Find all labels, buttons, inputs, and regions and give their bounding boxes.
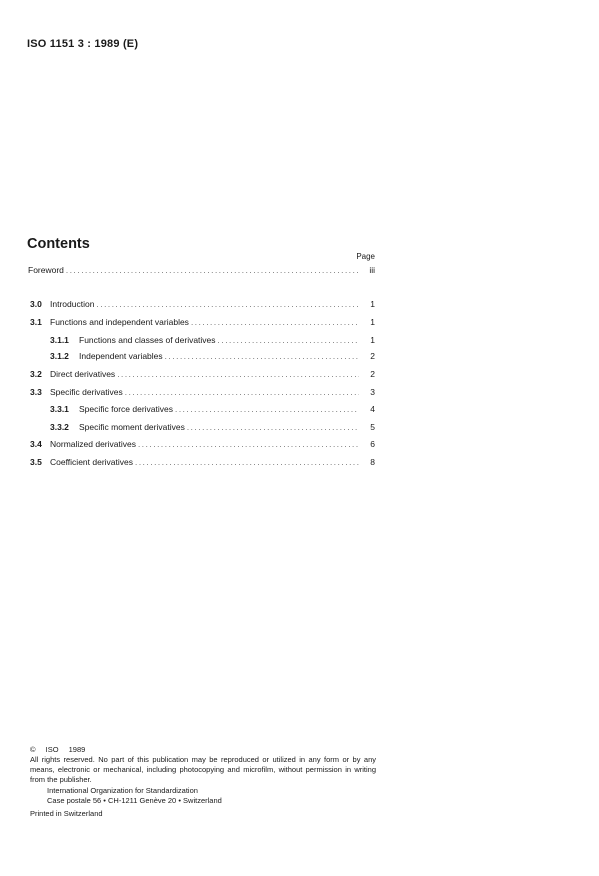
- toc-page: 5: [370, 422, 375, 432]
- toc-label: Functions and independent variables: [50, 317, 189, 327]
- toc-entry[interactable]: [50, 350, 375, 362]
- toc-leader-dots: [187, 422, 359, 434]
- toc-number: 3.3.2: [50, 422, 69, 432]
- toc-label: Specific moment derivatives: [79, 422, 185, 432]
- toc-page: 3: [370, 387, 375, 397]
- toc-leader-dots: [165, 351, 359, 363]
- toc-entry[interactable]: [50, 421, 375, 433]
- toc-label: Introduction: [50, 299, 95, 309]
- toc-leader-dots: [175, 404, 359, 416]
- toc-leader-dots: [117, 369, 359, 381]
- copyright-line: [30, 745, 85, 755]
- copyright-owner: ISO: [45, 745, 59, 754]
- page-column-label: Page: [356, 252, 375, 261]
- toc-number: 3.2: [30, 369, 42, 379]
- toc-number: 3.0: [30, 299, 42, 309]
- toc-leader-dots: [96, 299, 359, 311]
- toc-page: 2: [370, 351, 375, 361]
- toc-label: Independent variables: [79, 351, 163, 361]
- toc-page: 1: [370, 299, 375, 309]
- toc-page: 4: [370, 404, 375, 414]
- toc-number: 3.4: [30, 439, 42, 449]
- toc-leader-dots: [66, 265, 359, 277]
- toc-entry[interactable]: [50, 403, 375, 415]
- toc-number: 3.1.2: [50, 351, 69, 361]
- organization-address: Case postale 56 • CH-1211 Genève 20 • Switzerland: [47, 796, 222, 805]
- toc-label: Specific force derivatives: [79, 404, 174, 414]
- toc-label: Coefficient derivatives: [50, 457, 133, 467]
- toc-entry[interactable]: [30, 456, 375, 468]
- toc-number: 3.3.1: [50, 404, 69, 414]
- toc-entry[interactable]: [30, 316, 375, 328]
- toc-leader-dots: [191, 317, 359, 329]
- toc-entry[interactable]: [30, 368, 375, 380]
- document-header: ISO 1151 3 : 1989 (E): [27, 38, 139, 50]
- toc-page: 6: [370, 439, 375, 449]
- toc-leader-dots: [218, 335, 359, 347]
- printed-notice: Printed in Switzerland: [30, 809, 103, 818]
- organization-name: International Organization for Standardization: [47, 786, 198, 795]
- toc-entry-foreword[interactable]: [28, 264, 375, 276]
- toc-entry[interactable]: [30, 438, 375, 450]
- toc-entry[interactable]: [30, 298, 375, 310]
- rights-notice: All rights reserved. No part of this publication may be reproduced or utilized in any form or by any means, electronic or mechanical, including photocopying and microfilm, without permission in writing from the publisher.: [30, 755, 376, 784]
- toc-label: Foreword: [28, 265, 64, 275]
- toc-leader-dots: [135, 457, 359, 469]
- contents-title: Contents: [27, 236, 90, 252]
- toc-page: iii: [369, 265, 375, 275]
- toc-label: Functions and classes of derivatives: [79, 335, 216, 345]
- toc-label: Specific derivatives: [50, 387, 123, 397]
- toc-label: Direct derivatives: [50, 369, 116, 379]
- copyright-symbol: ©: [30, 745, 36, 754]
- toc-leader-dots: [125, 387, 359, 399]
- toc-entry[interactable]: [50, 334, 375, 346]
- toc-page: 1: [370, 335, 375, 345]
- toc-number: 3.5: [30, 457, 42, 467]
- toc-page: 1: [370, 317, 375, 327]
- toc-number: 3.3: [30, 387, 42, 397]
- copyright-year: 1989: [68, 745, 86, 754]
- toc-number: 3.1: [30, 317, 42, 327]
- toc-number: 3.1.1: [50, 335, 69, 345]
- toc-entry[interactable]: [30, 386, 375, 398]
- toc-page: 8: [370, 457, 375, 467]
- toc-page: 2: [370, 369, 375, 379]
- toc-leader-dots: [138, 439, 359, 451]
- toc-label: Normalized derivatives: [50, 439, 136, 449]
